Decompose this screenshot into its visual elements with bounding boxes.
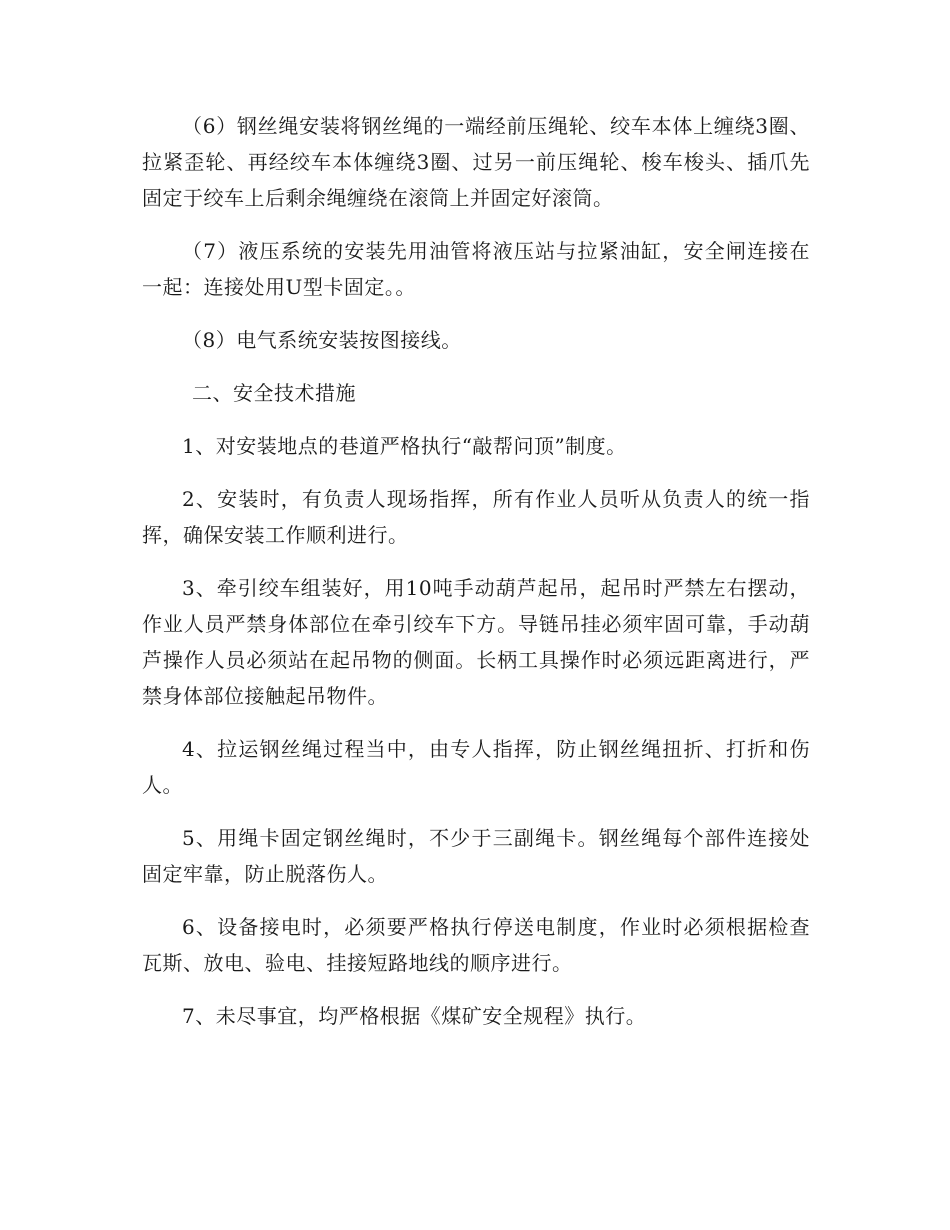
paragraph-measure-6: 6、设备接电时，必须要严格执行停送电制度，作业时必须根据检查瓦斯、放电、验电、挂接短路地线的顺序进行。 [142,915,810,975]
paragraph-measure-3: 3、牵引绞车组装好，用10吨手动葫芦起吊，起吊时严禁左右摆动，作业人员严禁身体部位在牵引绞车下方。导链吊挂必须牢固可靠，手动葫芦操作人员必须站在起吊物的侧面。长柄工具操作时必须远距离进行，严禁身体部位接触起吊物件。 [142,576,810,708]
paragraph-step-6: （6）钢丝绳安装将钢丝绳的一端经前压绳轮、绞车本体上缠绕3圈、拉紧歪轮、再经绞车本体缠绕3圈、过另一前压绳轮、梭车梭头、插爪先固定于绞车上后剩余绳缠绕在滚筒上并固定好滚筒。 [142,114,810,210]
paragraph-measure-4: 4、拉运钢丝绳过程当中，由专人指挥，防止钢丝绳扭折、打折和伤人。 [142,737,810,797]
section-heading: 二、安全技术措施 [192,381,356,405]
paragraph-step-7: （7）液压系统的安装先用油管将液压站与拉紧油缸，安全闸连接在一起：连接处用U型卡固定。。 [142,239,810,299]
paragraph-measure-2: 2、安装时，有负责人现场指挥，所有作业人员听从负责人的统一指挥，确保安装工作顺利进行。 [142,487,810,547]
paragraph-measure-1: 1、对安装地点的巷道严格执行“敲帮问顶”制度。 [182,434,627,458]
paragraph-step-8: （8）电气系统安装按图接线。 [182,328,462,352]
document-body [142,108,810,1051]
paragraph-measure-7: 7、未尽事宜，均严格根据《煤矿安全规程》执行。 [182,1004,647,1028]
paragraph-measure-5: 5、用绳卡固定钢丝绳时，不少于三副绳卡。钢丝绳每个部件连接处固定牢靠，防止脱落伤人。 [142,826,810,886]
